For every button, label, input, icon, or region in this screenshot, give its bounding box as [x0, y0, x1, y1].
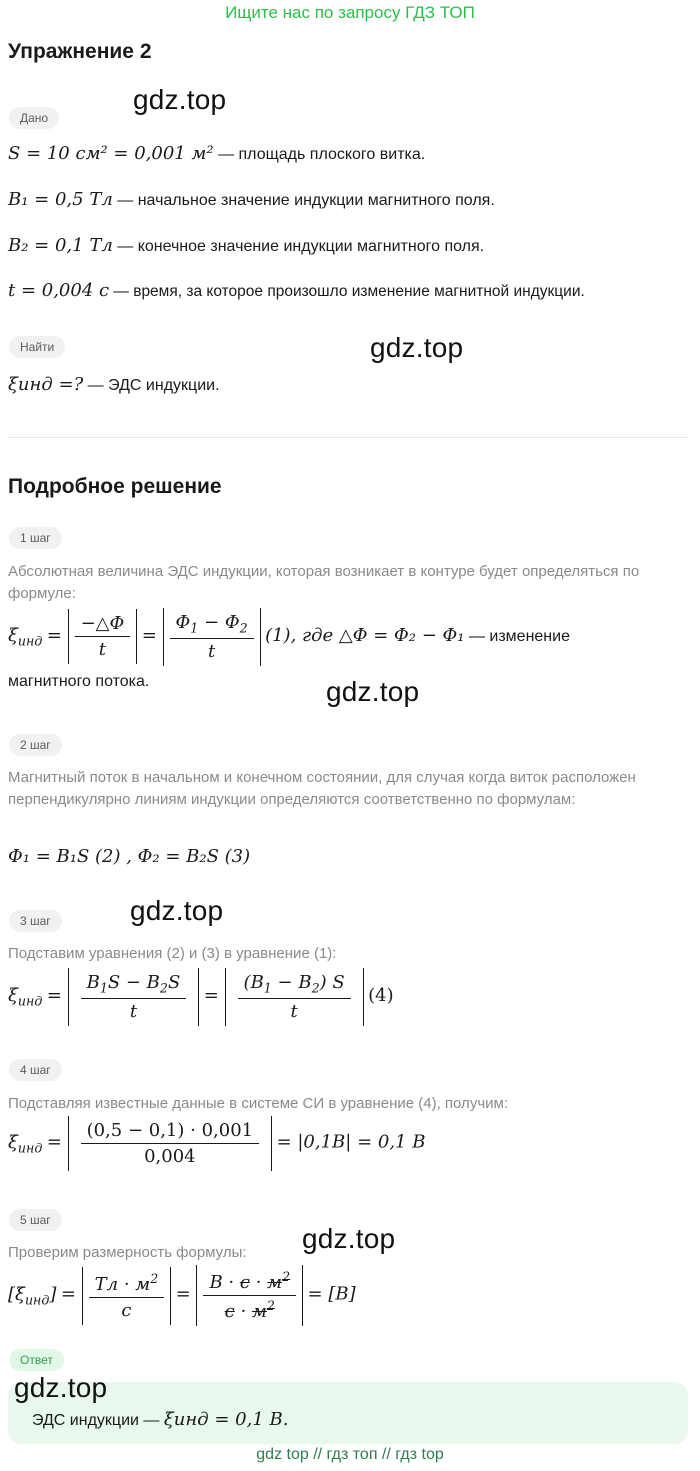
answer-chip: Ответ [9, 1349, 64, 1371]
watermark: gdz.top [370, 332, 464, 363]
find-item [8, 374, 220, 395]
given-item-area [8, 143, 425, 164]
watermark: gdz.top [14, 1372, 108, 1403]
watermark: gdz.top [326, 676, 420, 707]
step3-formula: $\xi_{инд}$ = $\frac{B_1S - B_2S}{t}$ = $\frac{(B_1 - B_2) S}{t}$ (4) [8, 968, 394, 1026]
step-chip: 5 шаг [9, 1209, 62, 1231]
given-formula: t = 0,004 с [8, 280, 110, 301]
given-item-b2 [8, 235, 484, 256]
given-formula: B₁ = 0,5 Тл [8, 189, 113, 210]
given-formula: B₂ = 0,1 Тл [8, 235, 113, 256]
given-text: — начальное значение индукции магнитного поля. [112, 192, 495, 209]
find-formula: ξинд =? [8, 374, 84, 395]
step2-formula: Φ₁ = B₁S (2) , Φ₂ = B₂S (3) [8, 846, 251, 867]
step-chip: 2 шаг [9, 734, 62, 756]
step-chip: 3 шаг [9, 910, 62, 932]
given-chip: Дано [9, 107, 59, 129]
step-description: Подставим уравнения (2) и (3) в уравнение (1): [8, 945, 337, 962]
footer-links[interactable]: gdz top // гдз топ // гдз top [256, 1446, 444, 1463]
step-text-tail: — изменение [464, 628, 570, 646]
given-text: — площадь плоского витка. [213, 146, 426, 163]
step-formula-tail: (1), где △Φ = Φ₂ − Φ₁ [265, 625, 465, 647]
solution-title: Подробное решение [8, 475, 222, 498]
step-description: Абсолютная величина ЭДС индукции, которая возникает в контуре будет определяться по формуле: [8, 563, 640, 602]
step4-formula: $\xi_{инд}$ = $\frac{(0,5 - 0,1) \cdot 0,001}{0,004}$ = |0,1B| = 0,1 B [8, 1116, 425, 1171]
given-text: — время, за которое произошло изменение магнитной индукции. [109, 283, 585, 300]
abs-fraction: $\frac{\Phi_1 - \Phi_2}{t}$ [163, 608, 261, 666]
answer-formula: ξинд = 0,1 B. [163, 1409, 289, 1430]
find-text: — ЭДС индукции. [83, 377, 220, 394]
watermark: gdz.top [302, 1223, 396, 1254]
step-chip: 1 шаг [9, 527, 62, 549]
bracket-fraction: $\frac{B \cdot с \cdot м^2}{с \cdot м^2}$ [196, 1265, 303, 1326]
abs-fraction: $\frac{B_1S - B_2S}{t}$ [68, 968, 200, 1026]
step-description: Проверим размерность формулы: [8, 1244, 247, 1261]
step-continuation: магнитного потока. [8, 673, 150, 690]
step-chip: 4 шаг [9, 1059, 62, 1081]
step5-formula: $[\xi_{инд}]$ = $\frac{Тл \cdot м^2}{с}$ = $\frac{B \cdot с \cdot м^2}{с \cdot м^2}$ = [B] [8, 1265, 356, 1326]
abs-fraction: $\frac{(0,5 - 0,1) \cdot 0,001}{0,004}$ [68, 1116, 273, 1171]
watermark: gdz.top [133, 84, 227, 115]
given-item-t [8, 280, 585, 301]
exercise-title: Упражнение 2 [8, 40, 152, 63]
find-chip: Найти [9, 336, 65, 358]
step-description: Подставляя известные данные в системе СИ в уравнение (4), получим: [8, 1095, 508, 1112]
given-item-b1 [8, 189, 495, 210]
step-description: Магнитный поток в начальном и конечном состоянии, для случая когда виток расположен перпендикулярно линиям индукции определяются соответственно по формулам: [8, 769, 636, 808]
top-banner[interactable]: Ищите нас по запросу ГДЗ ТОП [225, 3, 475, 22]
watermark: gdz.top [130, 895, 224, 926]
step1-formula: $\xi_{инд}$ = $\frac{-\triangle\Phi}{t}$ = $\frac{\Phi_1 - \Phi_2}{t}$ (1), где △Φ = Φ₂ − Φ₁ — изменение [8, 608, 570, 666]
given-text: — конечное значение индукции магнитного поля. [112, 238, 485, 255]
given-formula: S = 10 см² = 0,001 м² [8, 143, 214, 164]
answer-text: ЭДС индукции — ξинд = 0,1 B. [32, 1409, 289, 1430]
abs-fraction: $\frac{-\triangle\Phi}{t}$ [68, 609, 138, 664]
abs-fraction: $\frac{(B_1 - B_2) S}{t}$ [225, 968, 364, 1026]
bracket-fraction: $\frac{Тл \cdot м^2}{с}$ [82, 1267, 172, 1325]
divider [8, 437, 688, 438]
